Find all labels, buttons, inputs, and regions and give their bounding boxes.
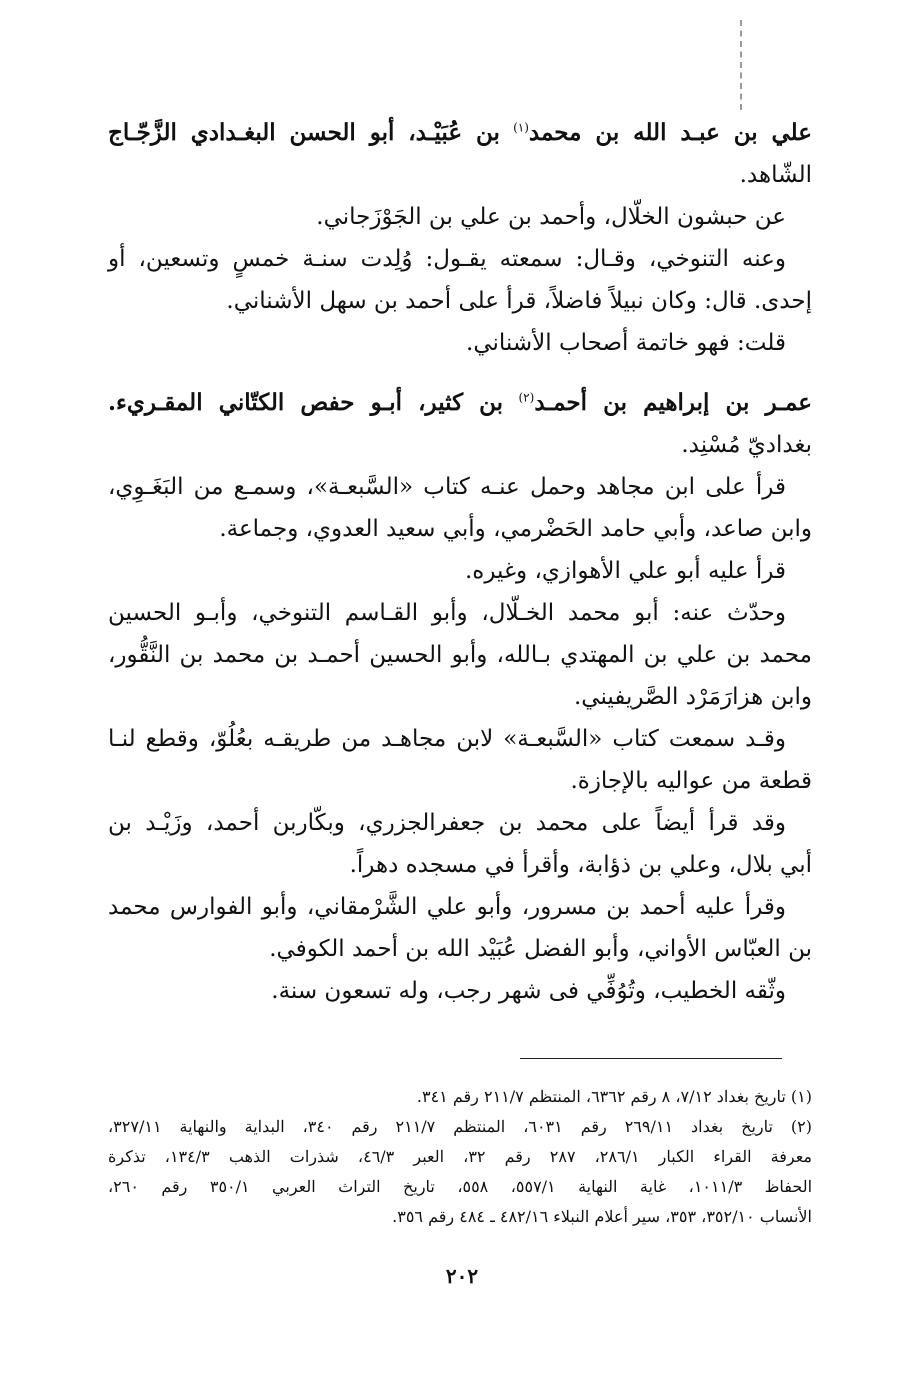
footnote-separator: [520, 1058, 782, 1059]
entry-heading-rest: بن كثير، أبـو حفص الكتّاني المقـريء.: [108, 389, 504, 416]
entry-heading-rest: بن عُبَيْـد، أبو الحسن البغـدادي الزَّجّـاج: [108, 119, 500, 146]
text-line: وقـد سمعت كتاب «السَّبعـة» لابن مجاهـد من طريقـه بعُلُوّ، وقطع لنـا: [108, 726, 786, 752]
footnote-reference: (١): [513, 120, 529, 135]
text-line: عن حبشون الخلّال، وأحمد بن علي بن الجَوْزَجاني.: [316, 204, 786, 230]
footnote-reference: (٢): [518, 390, 535, 405]
biography-entry: [108, 112, 812, 364]
text-line: أبي بلال، وعلي بن ذؤابة، وأقرأ في مسجده دهراً.: [349, 852, 812, 878]
entry-heading: [108, 382, 812, 424]
text-line: وثّقه الخطيب، وتُوُفِّي فى شهر رجب، وله تسعون سنة.: [271, 978, 786, 1004]
entry-heading-continuation: بغداديّ مُسْنِد.: [681, 432, 812, 458]
footnote-line: الحفاظ ١٠١١/٣، غاية النهاية ٥٥٧/١، ٥٥٨، تاريخ التراث العربي ٣٥٠/١ رقم ٢٦٠،: [108, 1177, 813, 1196]
text-line: قلت: فهو خاتمة أصحاب الأشناني.: [466, 330, 786, 356]
footnotes: [108, 1082, 812, 1232]
text-line: بن العبّاس الأواني، وأبو الفضل عُبَيْد الله بن أحمد الكوفي.: [269, 936, 812, 962]
page-number: ٢٠٢: [445, 1264, 479, 1288]
text-line: وحدّث عنه: أبو محمد الخـلّال، وأبو القـاسم التنوخي، وأبـو الحسين: [108, 600, 786, 626]
text-line: إحدى. قال: وكان نبيلاً فاضلاً، قرأ على أحمد بن سهل الأشناني.: [226, 288, 812, 314]
entry-name: عمـر بن إبراهيم بن أحمـد: [534, 389, 812, 416]
footnote-line: (١) تاريخ بغداد ٧/١٢، ٨ رقم ٦٣٦٢، المنتظم ٢١١/٧ رقم ٣٤١.: [416, 1087, 812, 1106]
scan-edge-mark: [740, 20, 742, 110]
entry-heading-continuation: الشّاهد.: [739, 162, 812, 188]
text-line: وابن صاعد، وأبي حامد الحَضْرمي، وأبي سعيد العدوي، وجماعة.: [219, 516, 812, 542]
text-line: قطعة من عواليه بالإجازة.: [570, 768, 812, 794]
biography-entry: [108, 382, 812, 1012]
entry-name: علي بن عبـد الله بن محمد: [528, 119, 812, 146]
text-line: وقد قرأ أيضاً على محمد بن جعفرالجزري، وبكّاربن أحمد، وزَيْـد بن: [108, 810, 786, 836]
entry-heading: [108, 112, 812, 154]
text-line: وعنه التنوخي، وقـال: سمعته يقـول: وُلِدت سنـة خمسٍ وتسعين، أو: [108, 246, 786, 272]
footnote-line: معرفة القراء الكبار ٢٨٦/١، ٢٨٧ رقم ٣٢، العبر ٤٦/٣، شذرات الذهب ١٣٤/٣، تذكرة: [108, 1147, 813, 1166]
text-line: قرأ عليه أبو علي الأهوازي، وغيره.: [465, 558, 786, 584]
text-line: محمد بن علي بن المهتدي بـالله، وأبو الحسين أحمـد بن محمد بن النَّقُّور،: [108, 642, 812, 668]
text-line: وابن هزارَمَرْد الصَّريفيني.: [573, 684, 812, 710]
main-text: [108, 112, 812, 1030]
footnote-line: (٢) تاريخ بغداد ٢٦٩/١١ رقم ٦٠٣١، المنتظم ٢١١/٧ رقم ٣٤٠، البداية والنهاية ٣٢٧/١١،: [108, 1117, 812, 1136]
text-line: قرأ على ابن مجاهد وحمل عنـه كتاب «السَّبعـة»، وسمـع من البَغَـوِي،: [108, 474, 786, 500]
footnote-line: الأنساب ٣٥٢/١٠، ٣٥٣، سير أعلام النبلاء ٤٨٢/١٦ ـ ٤٨٤ رقم ٣٥٦.: [392, 1207, 812, 1226]
text-line: وقرأ عليه أحمد بن مسرور، وأبو علي الشَّرْمقاني، وأبو الفوارس محمد: [108, 894, 786, 920]
